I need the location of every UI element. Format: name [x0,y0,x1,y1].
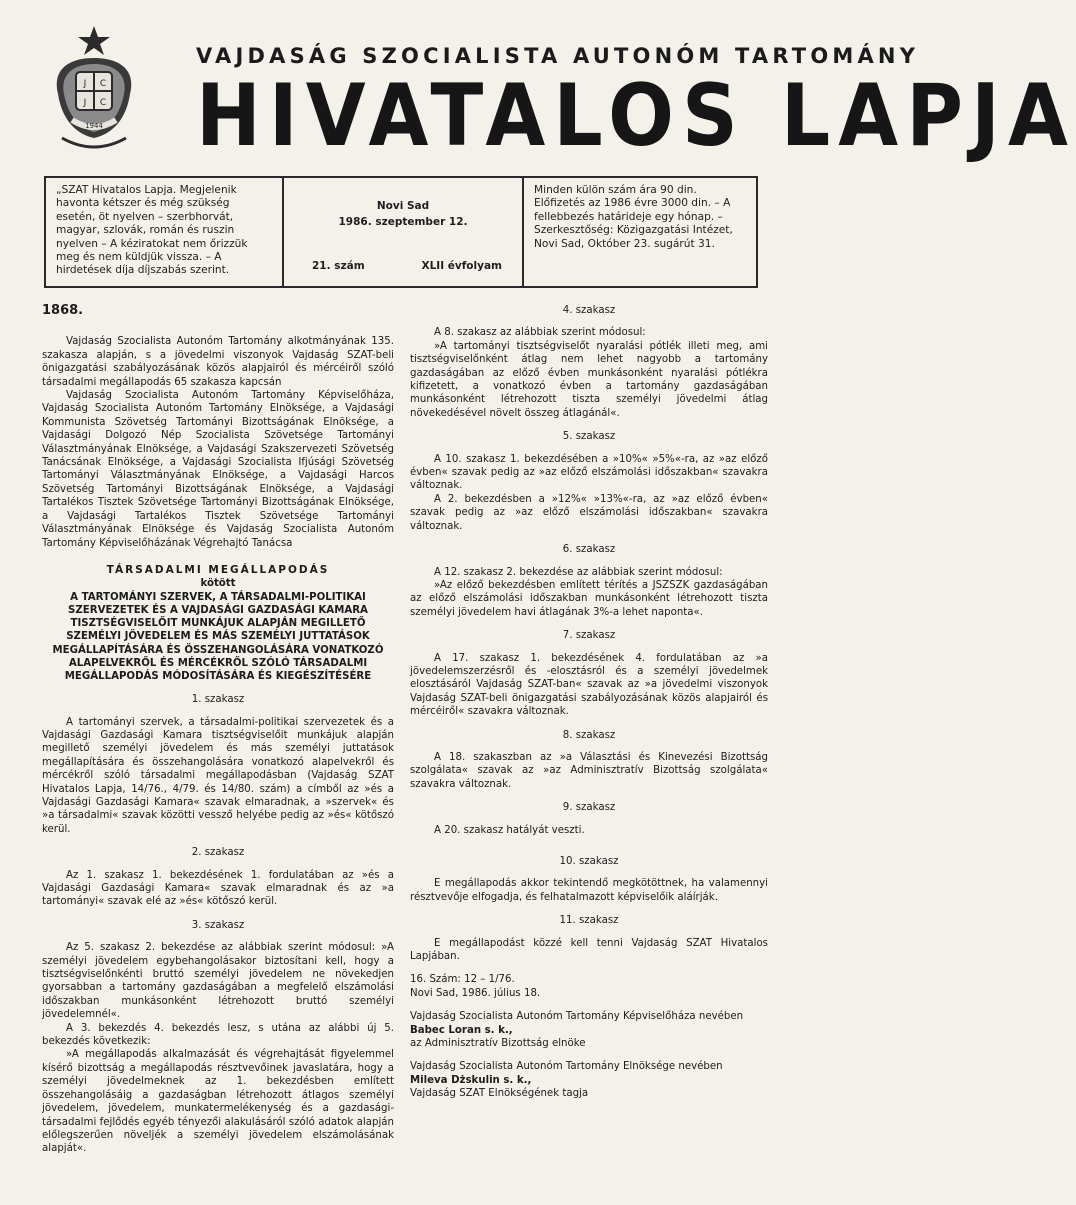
svg-text:C: C [99,98,107,108]
section-text: A 20. szakasz hatályát veszti. [434,824,585,836]
info-box [44,176,758,288]
coat-of-arms-icon [42,22,146,156]
intro-paragraph-1: Vajdaság Szocialista Autonóm Tartomány alkotmányának 135. szakasza alapján, s a jövedelmi viszonyok Vajdaság SZAT-beli önigazgatási szabályozásának közös alapjairól és mércéiről szóló társadalmi megállapodás 65 szakasza kapcsán [42,336,394,388]
signature-role: Vajdaság SZAT Elnökségének tagja [410,1088,589,1100]
section-title: 11. szakasz [559,915,619,927]
section-text: A 3. bekezdés 4. bekezdés lesz, s utána az alábbi új 5. bekezdés következik: [42,1022,394,1048]
section-text: A 17. szakasz 1. bekezdésének 4. fordulatában az »a jövedelemszerzésről és -elosztásról és a személyi jövedelmek elosztásáról Vajdaság SZAT-ban« szavak az »a jövedelmi viszonyok Vajdaság SZAT-beli önigazgatási szabályozásának közös alapjairól és mércéiről« szavakra változnak. [410,652,768,718]
section-title: 1. szakasz [191,694,245,706]
section-text: A tartományi szervek, a társadalmi-politikai szervezetek és a Vajdasági Gazdasági Kamara tisztségviselőit munkájuk alapján megillető személyi jövedelem és más személyi juttatások megállapítására és összehangolására vonatkozó alapelvekről és mércékről szóló társadalmi megállapodásban (Vajdaság SZAT Hivatalos Lapja, 14/76., 4/79. és 14/80. szám) a címből az »és a Vajdasági Gazdasági Kamara« szavak elmaradnak, a »szervek« és »a társadalmi« szavak közötti vessző helyébe pedig az »és« kötőszó kerül. [42,716,394,835]
section-title: 9. szakasz [562,802,616,814]
right-column [410,304,768,1101]
section-text: Az 1. szakasz 1. bekezdésének 1. fordulatában az »és a Vajdasági Gazdasági Kamara« szavak elmaradnak és az »a tartományi« szavak elé az »és« kötőszó kerül. [42,869,394,908]
svg-text:C: C [99,79,107,89]
gazette-title: HIVATALOS LAPJA [196,66,1076,166]
section-title: 4. szakasz [562,305,616,316]
intro-paragraph-2: Vajdaság Szocialista Autonóm Tartomány Képviselőháza, Vajdaság Szocialista Autonóm Tartomány Elnöksége, a Vajdasági Kommunista Szövetség Tartományi Bizottságának Elnöksége, a Vajdasági Dolgozó Nép Szocialista Szövetsége Tartományi Választmányának Elnöksége, a Vajdasági Szakszervezeti Szövetség Tanácsának Elnöksége, a Vajdasági Szocialista Ifjúsági Szövetség Tartományi Választmányának Elnöksége, a Vajdasági Harcos Szövetség Tartományi Bizottságának Elnöksége, a Vajdasági Tartalékos Tisztek Szövetsége Tartományi Bizottságának Elnöksége, a Vajdasági Tartalékos Tisztek Szövetsége Tartományi Választmányának Elnöksége és Vajdaság Szocialista Autonóm Tartomány Képviselőházának Végrehajtó Tanácsa [42,390,394,549]
section-text: Az 5. szakasz 2. bekezdése az alábbiak szerint módosul: »A személyi jövedelem egybehangolásakor biztosítani kell, hogy a tisztségviselőnkénti bruttó személyi jövedelem ne növekedjen gyorsabban a tartomány gazdaságában a megfelelő elszámolási időszakban munkásonként létrehozott bruttó személyi jövedelemnél«. [42,942,394,1021]
issue-city: Novi Sad [376,200,430,212]
issue-number: 21. szám [312,260,365,272]
section-text: »A tartományi tisztségviselőt nyaralási pótlék illeti meg, ami tisztségviselőnként átlag nem lehet nagyobb a tartomány gazdaságában az előző évben munkásonként nyaralási pótlékra kifizetett, a vonatkozó évben a tartomány gazdaságában munkásonként létrehozott tiszta személyi jövedelmi átlag növekedésével növelt összeg átlagánál«. [410,340,768,419]
issue-year: XLII évfolyam [421,260,502,272]
signatory-name: Mileva Dżskulin s. k., [410,1074,532,1086]
section-text: »Az előző bekezdésben említett térítés a JSZSZK gazdaságában az előző elszámolási időszakban munkásonként létrehozott tiszta személyi jövedelem havi átlagának 3%-a lehet naponta«. [410,579,768,618]
agreement-heading: A TARTOMÁNYI SZERVEK, A TÁRSADALMI-POLITIKAI SZERVEZETEK ÉS A VAJDASÁGI GAZDASÁGI KAMARA TISZTSÉGVISELŐIT MUNKÁJUK ALAPJÁN MEGILLETŐ SZEMÉLYI JÖVEDELEM ÉS MÁS SZEMÉLYI JUTTATÁSOK MEGÁLLAPÍTÁSÁRA ÉS ÖSSZEHANGOLÁSÁRA VONATKOZÓ ALAPELVEKRŐL ÉS MÉRCÉKRŐL SZÓLÓ TÁRSADALMI MEGÁLLAPODÁS MÓDOSÍTÁSÁRA ÉS KIEGÉSZÍTÉSÉRE [52,591,384,682]
section-text: E megállapodást közzé kell tenni Vajdaság SZAT Hivatalos Lapjában. [410,937,768,963]
svg-text:1944: 1944 [85,122,103,130]
section-title: 10. szakasz [559,856,619,867]
signature-behalf: Vajdaság Szocialista Autonóm Tartomány Elnöksége nevében [410,1061,723,1073]
left-column [42,304,394,1156]
gazette-subtitle: VAJDASÁG SZOCIALISTA AUTONÓM TARTOMÁNY [196,44,920,68]
agreement-subtitle: kötött [200,578,236,590]
section-title: 8. szakasz [562,729,616,741]
section-title: 5. szakasz [562,431,616,443]
section-text: »A megállapodás alkalmazását és végrehajtását figyelemmel kísérő bizottság a megállapodás résztvevőinek javaslatára, hogy a személyi jövedelmeknek az 1. bekezdésben említett összehangolásáig a gazdaságban létrehozott átlagos személyi jövedelem, jövedelem, munkatermelékenység és a gazdasági-társadalmi fejlődés egyéb tényezői alakulásáról szóló adatok alapján előlegszerűen növeljék a személyi jövedelem elszámolásának alapját«. [42,1049,394,1155]
section-title: 6. szakasz [562,544,616,556]
agreement-title: TÁRSADALMI MEGÁLLAPODÁS [106,563,330,576]
signatory-name: Babec Loran s. k., [410,1024,513,1036]
svg-text:J: J [83,98,87,108]
reference-number: 16. Szám: 12 – 1/76. [410,974,515,986]
section-title: 3. szakasz [191,919,245,931]
section-text: A 8. szakasz az alábbiak szerint módosul: [434,327,646,339]
svg-text:J: J [83,79,87,89]
section-title: 2. szakasz [191,847,245,859]
section-text: A 2. bekezdésben a »12%« »13%«-ra, az »az előző évben« szavak pedig az »az előző elszámolási időszakban« szavakra változnak. [410,493,768,532]
publication-info: „SZAT Hivatalos Lapja. Megjelenik havonta kétszer és még szükség esetén, öt nyelven – szerbhorvát, magyar, szlovák, román és ruszin nyelven – A kéziratokat nem őrizzük meg és nem küldjük vissza. – A hirdetések díja díjszabás szerint. [46,178,284,286]
section-text: E megállapodás akkor tekintendő megkötöttnek, ha valamennyi résztvevője elfogadja, és felhatalmazott képviselőik aláírják. [410,878,768,903]
signature-behalf: Vajdaság Szocialista Autonóm Tartomány Képviselőháza nevében [410,1011,744,1023]
section-text: A 10. szakasz 1. bekezdésében a »10%« »5%«-ra, az »az előző évben« szavak pedig az »az előző elszámolási időszakban« szavakra változnak. [410,453,768,492]
decree-number: 1868. [42,303,84,318]
reference-date: Novi Sad, 1986. július 18. [410,987,541,999]
issue-date: 1986. szeptember 12. [338,216,468,228]
price-info: Minden külön szám ára 90 din. Előfizetés az 1986 évre 3000 din. – A fellebbezés határideje egy hónap. – Szerkesztőség: Közigazgatási Intézet, Novi Sad, Október 23. sugárút 31. [534,184,733,250]
signature-name [410,1074,768,1087]
section-title: 7. szakasz [562,630,616,642]
section-text: A 12. szakasz 2. bekezdése az alábbiak szerint módosul: [434,566,723,578]
signature-role: az Adminisztratív Bizottság elnöke [410,1038,586,1050]
issue-info [284,178,524,286]
signature-name [410,1024,768,1037]
section-text: A 18. szakaszban az »a Választási és Kinevezési Bizottság szolgálata« szavak az »az Adminisztratív Bizottság szolgálata« szavakra változnak. [410,751,768,790]
